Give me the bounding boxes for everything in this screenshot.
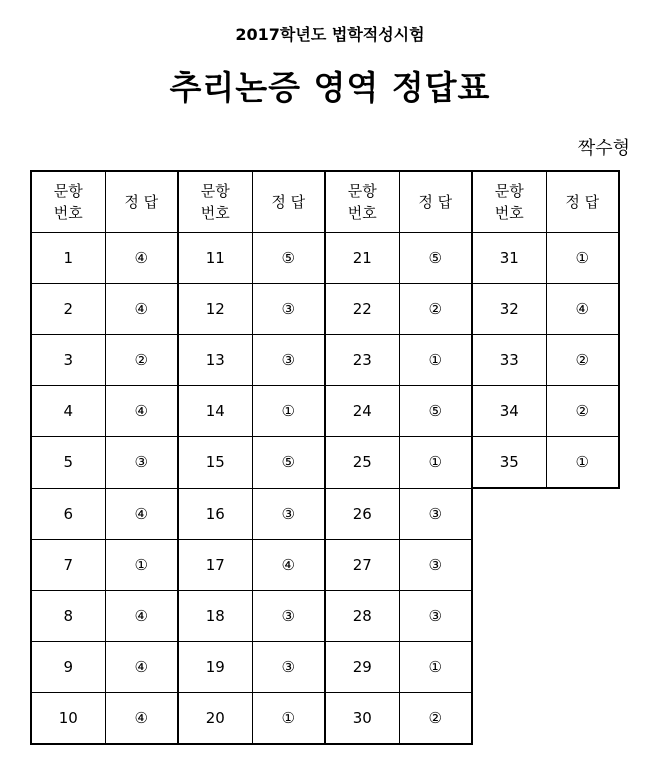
answer-cell: ① (546, 437, 619, 489)
question-number-cell: 34 (472, 386, 546, 437)
question-number-cell: 1 (31, 233, 105, 284)
answer-cell: ③ (252, 641, 325, 692)
column-header-answer: 정 답 (546, 171, 619, 233)
answer-cell: ① (546, 233, 619, 284)
question-number-cell: 3 (31, 335, 105, 386)
exam-variant-label: 짝수형 (577, 138, 630, 159)
table-row (31, 386, 619, 437)
table-row (31, 692, 619, 744)
answer-cell: ⑤ (252, 233, 325, 284)
answer-cell: ④ (105, 692, 178, 744)
question-number-cell: 5 (31, 437, 105, 489)
question-number-cell: 8 (31, 590, 105, 641)
question-number-cell: 11 (178, 233, 252, 284)
question-number-cell: 19 (178, 641, 252, 692)
question-number-cell: 15 (178, 437, 252, 489)
answer-cell: ③ (252, 284, 325, 335)
column-header-question-number: 문항 번호 (325, 171, 399, 233)
question-number-cell: 33 (472, 335, 546, 386)
answer-cell: ⑤ (399, 233, 472, 284)
table-row (31, 641, 619, 692)
empty-cell (546, 641, 619, 692)
question-number-cell: 6 (31, 488, 105, 539)
answer-cell: ④ (105, 641, 178, 692)
answer-key-body (31, 233, 619, 744)
answer-cell: ③ (252, 488, 325, 539)
table-row (31, 233, 619, 284)
question-number-cell: 20 (178, 692, 252, 744)
answer-cell: ③ (252, 335, 325, 386)
answer-cell: ② (546, 386, 619, 437)
question-number-cell: 27 (325, 539, 399, 590)
answer-cell: ① (399, 335, 472, 386)
question-number-cell: 21 (325, 233, 399, 284)
answer-cell: ③ (399, 488, 472, 539)
answer-cell: ① (399, 641, 472, 692)
answer-cell: ① (252, 386, 325, 437)
answer-cell: ② (546, 335, 619, 386)
page-title: 추리논증 영역 정답표 (169, 68, 491, 107)
question-number-cell: 32 (472, 284, 546, 335)
answer-cell: ④ (252, 539, 325, 590)
question-number-cell: 29 (325, 641, 399, 692)
answer-cell: ④ (105, 488, 178, 539)
question-number-cell: 28 (325, 590, 399, 641)
column-header-answer: 정 답 (399, 171, 472, 233)
answer-cell: ⑤ (252, 437, 325, 489)
empty-cell (546, 488, 619, 539)
answer-cell: ② (399, 692, 472, 744)
empty-cell (472, 692, 546, 744)
question-number-cell: 10 (31, 692, 105, 744)
table-row (31, 437, 619, 489)
answer-cell: ④ (105, 590, 178, 641)
answer-key-header (31, 171, 619, 233)
answer-cell: ③ (252, 590, 325, 641)
column-header-question-number: 문항 번호 (472, 171, 546, 233)
table-row (31, 488, 619, 539)
question-number-cell: 14 (178, 386, 252, 437)
answer-cell: ③ (399, 539, 472, 590)
question-number-cell: 24 (325, 386, 399, 437)
answer-cell: ③ (399, 590, 472, 641)
answer-cell: ① (399, 437, 472, 489)
empty-cell (472, 539, 546, 590)
question-number-cell: 26 (325, 488, 399, 539)
column-header-question-number: 문항 번호 (31, 171, 105, 233)
answer-key-table (30, 170, 620, 745)
empty-cell (546, 692, 619, 744)
question-number-cell: 25 (325, 437, 399, 489)
question-number-cell: 17 (178, 539, 252, 590)
question-number-cell: 18 (178, 590, 252, 641)
question-number-cell: 13 (178, 335, 252, 386)
answer-cell: ① (252, 692, 325, 744)
column-header-answer: 정 답 (252, 171, 325, 233)
question-number-cell: 22 (325, 284, 399, 335)
answer-cell: ④ (105, 386, 178, 437)
empty-cell (472, 641, 546, 692)
question-number-cell: 35 (472, 437, 546, 489)
answer-cell: ③ (105, 437, 178, 489)
question-number-cell: 23 (325, 335, 399, 386)
answer-cell: ④ (105, 233, 178, 284)
exam-subtitle: 2017학년도 법학적성시험 (235, 25, 425, 44)
question-number-cell: 30 (325, 692, 399, 744)
table-row (31, 335, 619, 386)
table-row (31, 284, 619, 335)
question-number-cell: 9 (31, 641, 105, 692)
empty-cell (472, 488, 546, 539)
answer-cell: ② (399, 284, 472, 335)
question-number-cell: 2 (31, 284, 105, 335)
question-number-cell: 31 (472, 233, 546, 284)
column-header-answer: 정 답 (105, 171, 178, 233)
question-number-cell: 12 (178, 284, 252, 335)
question-number-cell: 4 (31, 386, 105, 437)
empty-cell (546, 539, 619, 590)
column-header-question-number: 문항 번호 (178, 171, 252, 233)
table-row (31, 590, 619, 641)
table-row (31, 539, 619, 590)
question-number-cell: 16 (178, 488, 252, 539)
answer-cell: ④ (546, 284, 619, 335)
answer-cell: ④ (105, 284, 178, 335)
answer-cell: ① (105, 539, 178, 590)
empty-cell (472, 590, 546, 641)
answer-cell: ② (105, 335, 178, 386)
empty-cell (546, 590, 619, 641)
answer-cell: ⑤ (399, 386, 472, 437)
question-number-cell: 7 (31, 539, 105, 590)
